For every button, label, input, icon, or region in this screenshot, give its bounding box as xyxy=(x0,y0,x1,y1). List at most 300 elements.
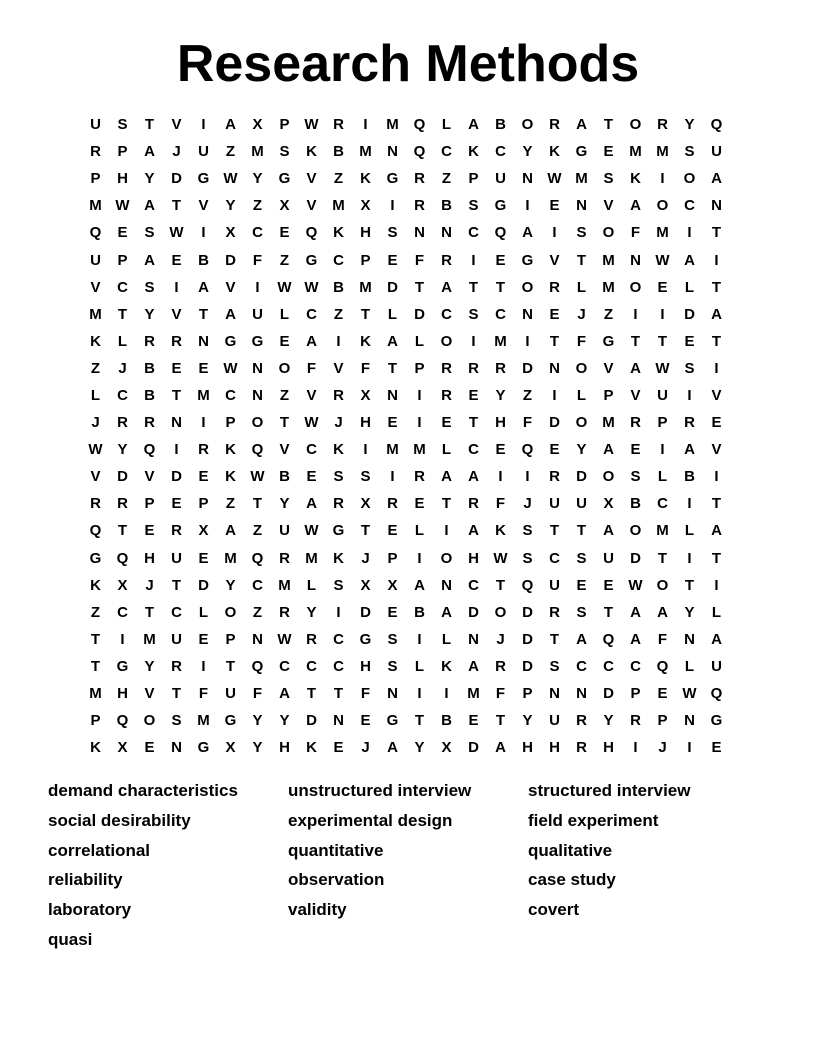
grid-letter: S xyxy=(684,143,695,161)
grid-letter: S xyxy=(549,657,560,675)
grid-letter: L xyxy=(414,522,425,540)
grid-letter: N xyxy=(387,143,398,161)
grid-letter: I xyxy=(417,386,422,404)
grid-letter: V xyxy=(711,441,722,459)
grid-letter: O xyxy=(224,603,237,621)
grid-letter: E xyxy=(387,251,398,269)
grid-letter: O xyxy=(629,522,642,540)
grid-letter: Z xyxy=(333,305,344,323)
grid-letter: M xyxy=(89,197,102,215)
grid-row xyxy=(82,734,730,761)
grid-letter: P xyxy=(225,630,236,648)
grid-letter: K xyxy=(225,441,236,459)
grid-letter: V xyxy=(279,441,290,459)
grid-letter: X xyxy=(387,576,398,594)
grid-letter: B xyxy=(495,116,506,134)
grid-letter: A xyxy=(306,495,317,513)
grid-letter: I xyxy=(714,359,719,377)
grid-letter: A xyxy=(468,522,479,540)
grid-letter: N xyxy=(252,386,263,404)
grid-letter: M xyxy=(89,305,102,323)
grid-letter: O xyxy=(143,712,156,730)
grid-letter: K xyxy=(360,332,371,350)
grid-letter: L xyxy=(414,332,425,350)
grid-letter: Z xyxy=(90,359,101,377)
grid-letter: R xyxy=(306,630,317,648)
word-list-item: unstructured interview xyxy=(288,781,472,800)
grid-letter: P xyxy=(657,712,668,730)
grid-letter: Z xyxy=(441,170,452,188)
grid-letter: R xyxy=(198,441,209,459)
grid-letter: A xyxy=(225,305,236,323)
grid-letter: Y xyxy=(252,170,263,188)
grid-letter: A xyxy=(684,441,695,459)
grid-letter: K xyxy=(630,170,641,188)
grid-letter: U xyxy=(576,495,587,513)
grid-row xyxy=(82,599,730,626)
word-list-item: reliability xyxy=(48,870,123,890)
grid-letter: R xyxy=(495,359,506,377)
word-list-item: qualitative xyxy=(528,840,613,860)
grid-letter: A xyxy=(441,278,452,296)
grid-letter: B xyxy=(414,603,425,621)
grid-letter: N xyxy=(387,386,398,404)
grid-letter: I xyxy=(714,251,719,269)
grid-letter: V xyxy=(306,386,317,404)
grid-letter: N xyxy=(576,197,587,215)
grid-row xyxy=(82,138,730,165)
grid-letter: E xyxy=(198,468,209,486)
grid-letter: Y xyxy=(279,495,290,513)
grid-letter: G xyxy=(197,739,210,757)
grid-letter: J xyxy=(523,495,532,513)
grid-letter: R xyxy=(549,468,560,486)
grid-letter: E xyxy=(468,712,479,730)
grid-letter: T xyxy=(711,224,722,242)
grid-letter: M xyxy=(602,414,615,432)
grid-letter: Q xyxy=(251,657,264,675)
grid-letter: K xyxy=(90,739,101,757)
grid-letter: J xyxy=(658,739,667,757)
grid-letter: S xyxy=(171,712,182,730)
grid-letter: C xyxy=(252,224,263,242)
grid-letter: W xyxy=(223,170,238,188)
grid-row xyxy=(82,463,730,490)
grid-letter: N xyxy=(171,414,182,432)
grid-letter: M xyxy=(359,278,372,296)
grid-letter: M xyxy=(656,143,669,161)
grid-letter: F xyxy=(252,251,263,269)
grid-letter: T xyxy=(171,197,182,215)
grid-letter: E xyxy=(387,414,398,432)
grid-letter: H xyxy=(360,657,371,675)
grid-letter: A xyxy=(225,116,236,134)
grid-letter: P xyxy=(522,685,533,703)
grid-row xyxy=(82,301,730,328)
grid-letter: R xyxy=(468,495,479,513)
grid-letter: I xyxy=(660,170,665,188)
grid-letter: V xyxy=(198,197,209,215)
grid-letter: A xyxy=(684,251,695,269)
grid-letter: R xyxy=(387,495,398,513)
grid-letter: S xyxy=(144,278,155,296)
grid-letter: P xyxy=(198,495,209,513)
grid-letter: P xyxy=(630,685,641,703)
grid-letter: I xyxy=(687,224,692,242)
grid-letter: L xyxy=(306,576,317,594)
grid-letter: F xyxy=(306,359,317,377)
grid-letter: Q xyxy=(521,576,534,594)
grid-letter: S xyxy=(468,305,479,323)
grid-letter: L xyxy=(387,305,398,323)
grid-letter: I xyxy=(525,468,530,486)
grid-letter: T xyxy=(171,685,182,703)
word-list-item: correlational xyxy=(48,840,151,860)
grid-letter: N xyxy=(171,739,182,757)
grid-letter: N xyxy=(549,685,560,703)
grid-letter: X xyxy=(360,197,371,215)
grid-row xyxy=(82,219,730,246)
grid-letter: T xyxy=(549,522,560,540)
grid-letter: O xyxy=(656,197,669,215)
grid-letter: N xyxy=(414,224,425,242)
grid-letter: T xyxy=(468,278,479,296)
grid-letter: N xyxy=(684,630,695,648)
grid-letter: J xyxy=(118,359,127,377)
grid-letter: Y xyxy=(144,170,155,188)
grid-letter: R xyxy=(495,657,506,675)
grid-letter: J xyxy=(334,414,343,432)
grid-letter: K xyxy=(90,332,101,350)
grid-letter: C xyxy=(225,386,236,404)
word-list-item: demand characteristics xyxy=(48,781,238,800)
grid-letter: F xyxy=(495,685,506,703)
grid-letter: Q xyxy=(521,441,534,459)
word-list-item: laboratory xyxy=(48,900,132,920)
grid-letter: G xyxy=(494,197,507,215)
grid-letter: N xyxy=(252,359,263,377)
grid-letter: M xyxy=(575,170,588,188)
grid-letter: V xyxy=(306,197,317,215)
grid-letter: T xyxy=(360,305,371,323)
grid-letter: I xyxy=(687,739,692,757)
grid-letter: W xyxy=(169,224,184,242)
grid-letter: V xyxy=(630,386,641,404)
grid-letter: J xyxy=(361,739,370,757)
grid-letter: D xyxy=(630,549,641,567)
grid-letter: C xyxy=(630,657,641,675)
grid-letter: F xyxy=(198,685,209,703)
grid-letter: L xyxy=(684,522,695,540)
grid-letter: R xyxy=(414,170,425,188)
grid-letter: E xyxy=(387,603,398,621)
grid-letter: T xyxy=(711,332,722,350)
word-list-item: quantitative xyxy=(288,840,384,860)
grid-letter: O xyxy=(629,116,642,134)
grid-letter: T xyxy=(144,603,155,621)
grid-letter: A xyxy=(441,468,452,486)
grid-row xyxy=(82,111,730,138)
grid-letter: I xyxy=(390,197,395,215)
grid-letter: C xyxy=(468,441,479,459)
grid-letter: M xyxy=(197,386,210,404)
grid-row xyxy=(82,653,730,680)
grid-letter: U xyxy=(90,116,101,134)
grid-letter: I xyxy=(633,305,638,323)
grid-letter: S xyxy=(576,549,587,567)
grid-letter: B xyxy=(333,278,344,296)
grid-letter: K xyxy=(306,143,317,161)
grid-letter: U xyxy=(711,657,722,675)
grid-letter: C xyxy=(441,143,452,161)
grid-letter: C xyxy=(117,278,128,296)
grid-letter: V xyxy=(711,386,722,404)
grid-letter: H xyxy=(279,739,290,757)
grid-letter: L xyxy=(117,332,128,350)
grid-letter: W xyxy=(655,251,670,269)
grid-row xyxy=(82,680,730,707)
grid-letter: A xyxy=(711,522,722,540)
grid-letter: L xyxy=(414,657,425,675)
grid-letter: G xyxy=(278,170,291,188)
grid-letter: S xyxy=(279,143,290,161)
grid-letter: F xyxy=(576,332,587,350)
grid-letter: R xyxy=(576,712,587,730)
grid-letter: E xyxy=(171,495,182,513)
grid-letter: J xyxy=(577,305,586,323)
word-list-item: covert xyxy=(528,900,580,920)
grid-row xyxy=(82,545,730,572)
grid-letter: F xyxy=(522,414,533,432)
grid-letter: K xyxy=(333,224,344,242)
grid-letter: S xyxy=(387,657,398,675)
grid-letter: L xyxy=(576,386,587,404)
grid-letter: T xyxy=(333,685,344,703)
grid-letter: I xyxy=(687,549,692,567)
grid-letter: A xyxy=(144,197,155,215)
grid-letter: E xyxy=(414,495,425,513)
grid-letter: I xyxy=(444,522,449,540)
grid-letter: V xyxy=(144,685,155,703)
grid-letter: G xyxy=(332,522,345,540)
grid-letter: T xyxy=(711,549,722,567)
grid-letter: P xyxy=(414,359,425,377)
grid-letter: U xyxy=(549,712,560,730)
grid-letter: Z xyxy=(225,143,236,161)
grid-letter: Q xyxy=(251,549,264,567)
grid-letter: R xyxy=(333,495,344,513)
grid-letter: U xyxy=(225,685,236,703)
grid-row xyxy=(82,409,730,436)
word-list-item: field experiment xyxy=(528,810,659,830)
grid-letter: S xyxy=(630,468,641,486)
grid-letter: W xyxy=(628,576,643,594)
grid-letter: V xyxy=(90,468,101,486)
grid-letter: R xyxy=(414,197,425,215)
grid-letter: A xyxy=(630,630,641,648)
grid-letter: H xyxy=(360,224,371,242)
grid-letter: C xyxy=(171,603,182,621)
grid-letter: D xyxy=(576,468,587,486)
grid-letter: F xyxy=(414,251,425,269)
grid-letter: Y xyxy=(522,143,533,161)
grid-letter: O xyxy=(602,468,615,486)
grid-letter: H xyxy=(603,739,614,757)
grid-letter: T xyxy=(630,332,641,350)
grid-letter: D xyxy=(171,170,182,188)
grid-letter: E xyxy=(198,359,209,377)
grid-letter: R xyxy=(279,549,290,567)
grid-letter: I xyxy=(390,468,395,486)
grid-letter: C xyxy=(117,386,128,404)
grid-letter: A xyxy=(387,332,398,350)
grid-letter: J xyxy=(145,576,154,594)
grid-letter: G xyxy=(386,170,399,188)
grid-letter: V xyxy=(144,468,155,486)
grid-letter: G xyxy=(89,549,102,567)
grid-letter: L xyxy=(684,657,695,675)
grid-letter: W xyxy=(223,359,238,377)
grid-letter: R xyxy=(549,278,560,296)
grid-row xyxy=(82,328,730,355)
grid-letter: X xyxy=(360,386,371,404)
grid-letter: R xyxy=(144,332,155,350)
grid-letter: D xyxy=(360,603,371,621)
grid-letter: F xyxy=(495,495,506,513)
grid-row xyxy=(82,490,730,517)
grid-letter: K xyxy=(360,170,371,188)
grid-letter: T xyxy=(549,630,560,648)
grid-letter: U xyxy=(549,576,560,594)
grid-letter: K xyxy=(549,143,560,161)
grid-letter: R xyxy=(684,414,695,432)
grid-letter: M xyxy=(332,197,345,215)
grid-letter: U xyxy=(90,251,101,269)
grid-letter: M xyxy=(224,549,237,567)
grid-letter: I xyxy=(363,441,368,459)
grid-letter: I xyxy=(201,414,206,432)
grid-letter: P xyxy=(117,251,128,269)
grid-letter: O xyxy=(656,576,669,594)
grid-letter: R xyxy=(441,386,452,404)
grid-letter: T xyxy=(279,414,290,432)
grid-row xyxy=(82,572,730,599)
grid-letter: L xyxy=(576,278,587,296)
grid-letter: A xyxy=(144,143,155,161)
grid-letter: I xyxy=(471,332,476,350)
grid-letter: Q xyxy=(305,224,318,242)
grid-letter: X xyxy=(279,197,290,215)
grid-letter: R xyxy=(117,495,128,513)
grid-letter: N xyxy=(549,359,560,377)
grid-letter: D xyxy=(684,305,695,323)
grid-letter: I xyxy=(687,386,692,404)
grid-letter: I xyxy=(417,685,422,703)
grid-letter: T xyxy=(549,332,560,350)
word-list-item: structured interview xyxy=(528,781,691,800)
grid-letter: G xyxy=(305,251,318,269)
grid-letter: E xyxy=(279,224,290,242)
grid-letter: M xyxy=(602,251,615,269)
grid-letter: M xyxy=(467,685,480,703)
grid-letter: G xyxy=(224,712,237,730)
grid-letter: I xyxy=(525,197,530,215)
grid-letter: M xyxy=(656,522,669,540)
grid-letter: U xyxy=(171,549,182,567)
grid-letter: E xyxy=(549,441,560,459)
grid-letter: T xyxy=(441,495,452,513)
grid-letter: M xyxy=(359,143,372,161)
grid-letter: G xyxy=(521,251,534,269)
grid-letter: M xyxy=(494,332,507,350)
grid-letter: B xyxy=(279,468,290,486)
grid-letter: S xyxy=(387,630,398,648)
grid-letter: L xyxy=(684,278,695,296)
grid-letter: O xyxy=(575,359,588,377)
grid-letter: H xyxy=(117,170,128,188)
grid-row xyxy=(82,165,730,192)
grid-letter: M xyxy=(305,549,318,567)
grid-letter: O xyxy=(440,549,453,567)
grid-letter: X xyxy=(441,739,452,757)
grid-letter: E xyxy=(198,549,209,567)
grid-letter: T xyxy=(576,251,587,269)
grid-letter: V xyxy=(306,170,317,188)
grid-letter: C xyxy=(252,576,263,594)
grid-letter: W xyxy=(682,685,697,703)
grid-letter: A xyxy=(711,170,722,188)
grid-letter: I xyxy=(174,278,179,296)
grid-letter: X xyxy=(117,576,128,594)
grid-letter: T xyxy=(117,305,128,323)
grid-letter: Z xyxy=(333,170,344,188)
grid-letter: E xyxy=(144,522,155,540)
grid-letter: Y xyxy=(684,603,695,621)
grid-letter: A xyxy=(468,468,479,486)
grid-letter: A xyxy=(225,522,236,540)
grid-letter: B xyxy=(441,197,452,215)
grid-letter: N xyxy=(522,170,533,188)
grid-letter: M xyxy=(89,685,102,703)
grid-letter: O xyxy=(602,224,615,242)
grid-letter: E xyxy=(549,305,560,323)
grid-letter: D xyxy=(387,278,398,296)
grid-letter: R xyxy=(333,386,344,404)
grid-letter: T xyxy=(225,657,236,675)
grid-letter: T xyxy=(657,332,668,350)
grid-letter: D xyxy=(522,630,533,648)
grid-letter: K xyxy=(333,549,344,567)
grid-letter: A xyxy=(522,224,533,242)
grid-letter: C xyxy=(306,305,317,323)
grid-letter: T xyxy=(684,576,695,594)
grid-letter: K xyxy=(306,739,317,757)
grid-letter: A xyxy=(630,359,641,377)
grid-letter: J xyxy=(496,630,505,648)
grid-letter: A xyxy=(468,116,479,134)
grid-letter: A xyxy=(279,685,290,703)
grid-letter: J xyxy=(91,414,100,432)
grid-letter: T xyxy=(387,359,398,377)
grid-letter: R xyxy=(414,468,425,486)
grid-letter: E xyxy=(198,630,209,648)
grid-letter: N xyxy=(333,712,344,730)
grid-letter: N xyxy=(684,712,695,730)
grid-letter: W xyxy=(304,414,319,432)
grid-letter: S xyxy=(333,468,344,486)
word-list-item: observation xyxy=(288,870,385,890)
grid-letter: D xyxy=(603,685,614,703)
